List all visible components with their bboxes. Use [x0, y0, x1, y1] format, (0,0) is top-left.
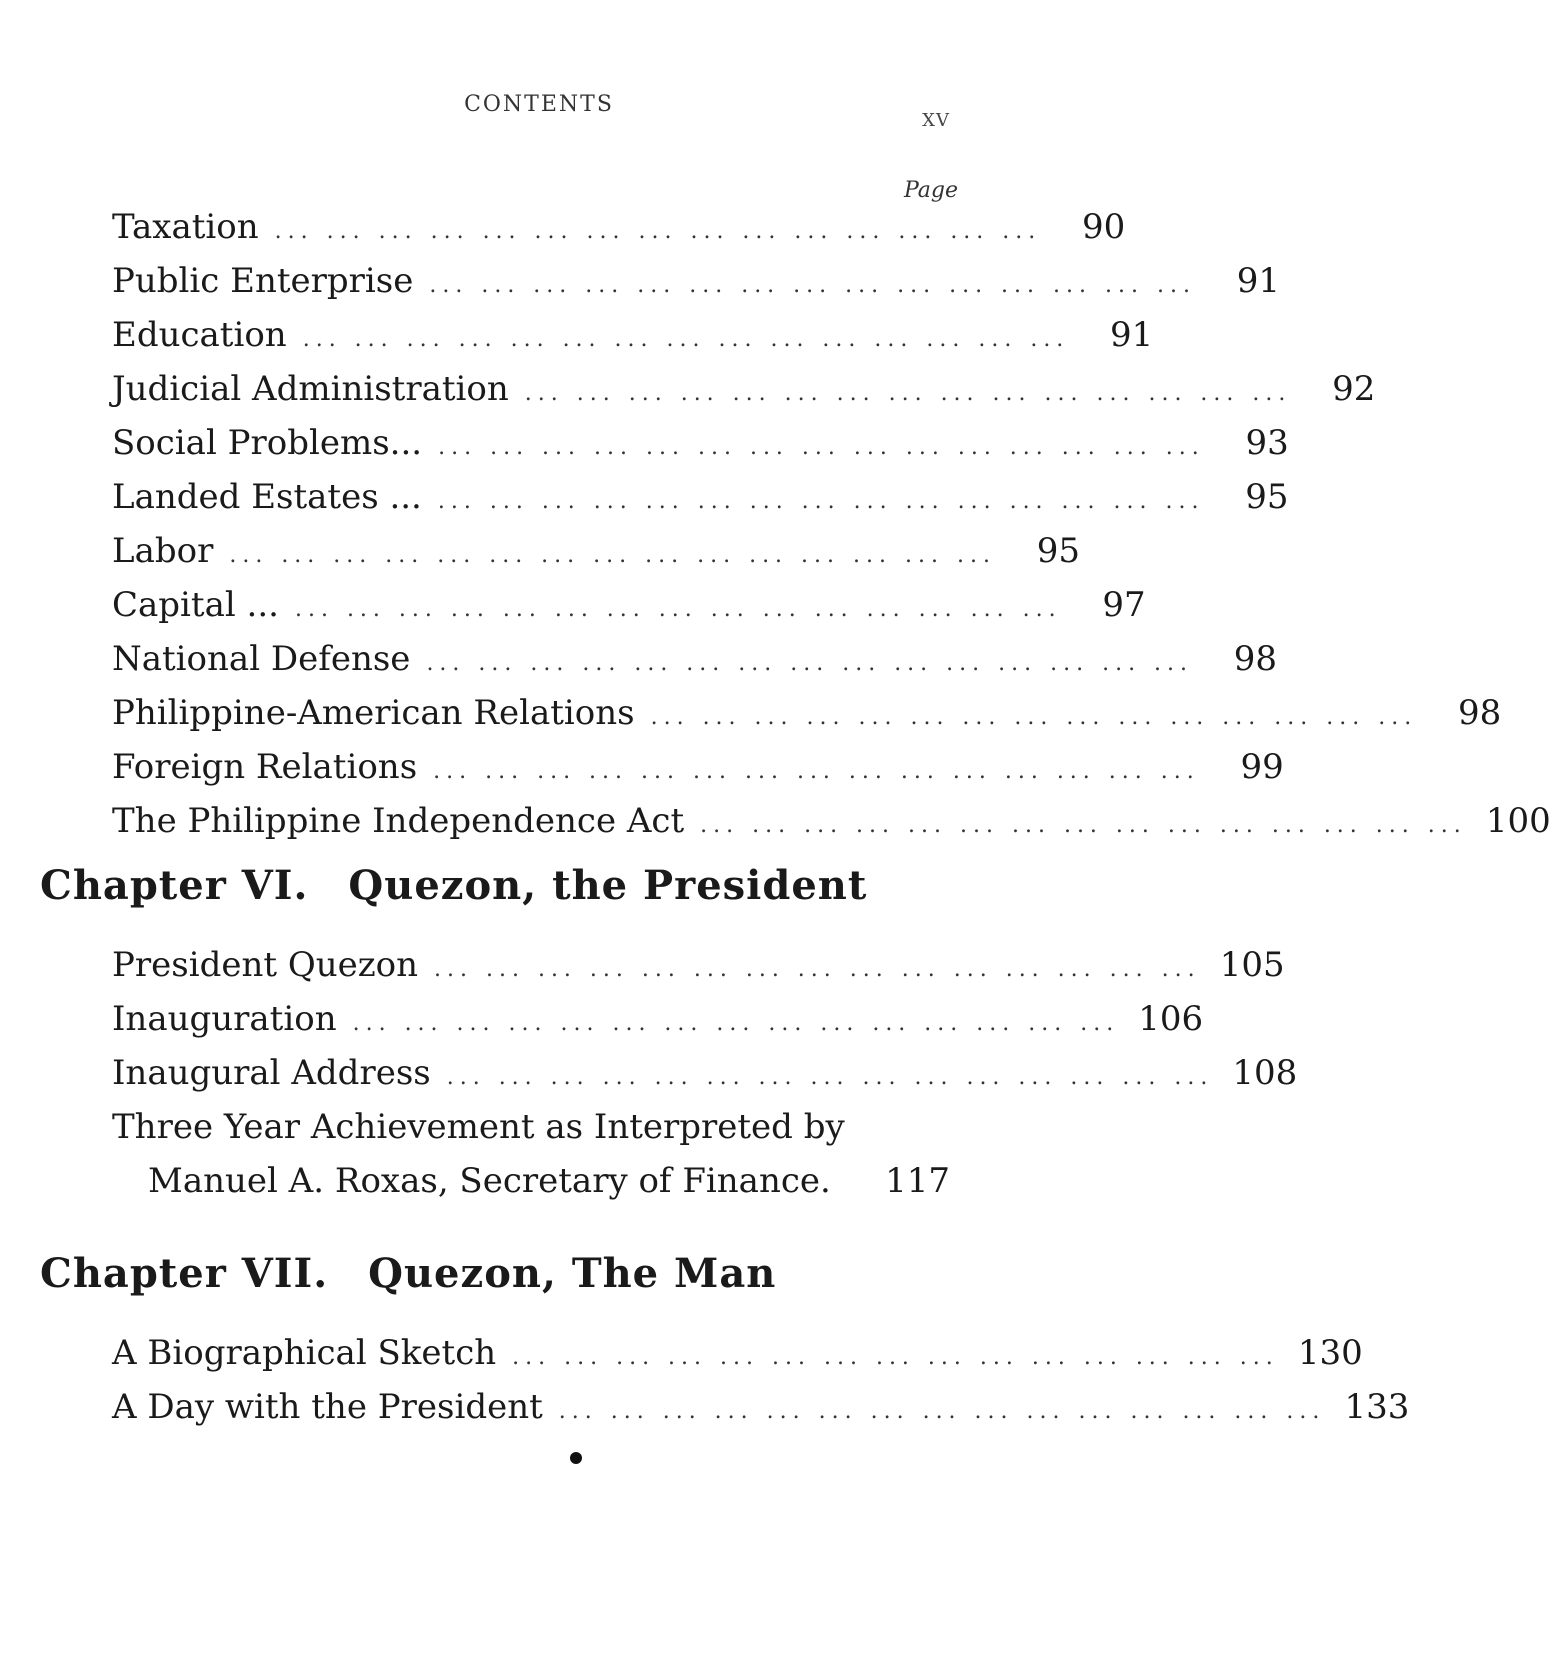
toc-entry-title: National Defense — [112, 639, 411, 679]
chapter-number: Chapter VII. — [40, 1250, 329, 1297]
decorative-dot — [570, 1452, 582, 1464]
toc-entry-title: Foreign Relations — [112, 747, 418, 787]
toc-entry-page: 90 — [1082, 207, 1126, 247]
toc-entry-title: Landed Estates ... — [112, 477, 422, 517]
toc-entry-title: Taxation — [112, 207, 259, 247]
dot-leader: ... ... ... ... ... ... ... ... ... ... ... ... ... ... ... — [434, 957, 1201, 982]
page-column-label: Page — [903, 178, 958, 203]
toc-entry-title: The Philippine Independence Act — [112, 801, 685, 841]
toc-entry-title: Inaugural Address — [112, 1053, 431, 1093]
toc-entry[interactable] — [112, 578, 1146, 632]
toc-entry[interactable] — [112, 938, 1285, 992]
toc-entry[interactable] — [112, 416, 1289, 470]
toc-entry-title-line2: Manuel A. Roxas, Secretary of Finance. — [148, 1161, 831, 1201]
dot-leader: ... ... ... ... ... ... ... ... ... ... ... ... ... ... ... — [274, 219, 1042, 244]
toc-entry-title: Public Enterprise — [112, 261, 414, 301]
toc-entry-page: 130 — [1297, 1333, 1363, 1373]
toc-entry-title: A Day with the President — [112, 1387, 543, 1427]
toc-entry-title-line1: Three Year Achievement as Interpreted by — [112, 1107, 845, 1147]
toc-entry-page: 97 — [1102, 585, 1146, 625]
dot-leader: ... ... ... ... ... ... ... ... ... ... ... ... ... ... ... — [352, 1011, 1120, 1036]
toc-entry-page: 99 — [1240, 747, 1284, 787]
toc-entry-page: 133 — [1344, 1387, 1410, 1427]
toc-entry-page: 100 — [1485, 801, 1551, 841]
running-head: CONTENTS — [464, 92, 614, 117]
chapter-heading — [40, 862, 867, 909]
toc-entry-page: 105 — [1219, 945, 1285, 985]
toc-section-chapter7 — [112, 1326, 1410, 1434]
toc-entry-page: 98 — [1457, 693, 1502, 733]
toc-section-top — [112, 200, 1551, 848]
dot-leader: ... ... ... ... ... ... ... ... ... ... ... ... ... ... ... — [512, 1345, 1279, 1370]
toc-entry-line2 — [112, 1154, 950, 1208]
chapter-title: Quezon, The Man — [368, 1250, 777, 1297]
toc-entry-page: 106 — [1138, 999, 1204, 1039]
dot-leader: ... ... ... ... ... ... ... ... ... ... ... ... ... ... ... — [446, 1065, 1214, 1090]
toc-entry[interactable] — [112, 470, 1289, 524]
toc-entry-page: 93 — [1245, 423, 1289, 463]
dot-leader: ... ... ... ... ... ... ... ... ... ... ... ... ... ... ... — [437, 489, 1205, 514]
toc-entry-title: A Biographical Sketch — [112, 1333, 497, 1373]
toc-entry-title: President Quezon — [112, 945, 418, 985]
dot-leader: ... ... ... ... ... ... ... ... ... ... ... ... ... ... ... — [294, 597, 1062, 622]
dot-leader: ... ... ... ... ... ... ... ... ... ... ... ... ... ... ... — [650, 705, 1418, 730]
toc-section-chapter6 — [112, 938, 1298, 1208]
toc-entry-title: Social Problems... — [112, 423, 423, 463]
toc-entry[interactable] — [112, 686, 1502, 740]
page-number: XV — [922, 110, 950, 131]
toc-entry[interactable] — [112, 524, 1080, 578]
toc-entry-title: Education — [112, 315, 287, 355]
toc-entry-title: Capital ... — [112, 585, 279, 625]
toc-entry[interactable] — [112, 992, 1204, 1046]
toc-entry[interactable] — [112, 740, 1284, 794]
toc-entry-title: Philippine-American Relations — [112, 693, 635, 733]
dot-leader: ... ... ... ... ... ... ... ... ... ... ... ... ... ... ... — [438, 435, 1205, 460]
toc-entry-title: Judicial Administration — [112, 369, 509, 409]
toc-entry-page: 91 — [1236, 261, 1280, 301]
toc-entry-title: Inauguration — [112, 999, 337, 1039]
toc-entry-page: 92 — [1332, 369, 1376, 409]
toc-entry[interactable] — [112, 632, 1278, 686]
chapter-title: Quezon, the President — [348, 862, 868, 909]
dot-leader: ... ... ... ... ... ... ... ... ... ... ... ... ... ... ... — [700, 813, 1467, 838]
dot-leader: ... ... ... ... ... ... ... ... ... ... ... ... ... ... ... — [426, 651, 1194, 676]
dot-leader: ... ... ... ... ... ... ... ... ... ... ... ... ... ... ... — [429, 273, 1196, 298]
chapter-number: Chapter VI. — [40, 862, 309, 909]
toc-entry-page: 95 — [1245, 477, 1289, 517]
toc-entry[interactable] — [112, 308, 1154, 362]
dot-leader: ... ... ... ... ... ... ... ... ... ... ... ... ... ... ... — [433, 759, 1200, 784]
toc-entry-page: 91 — [1110, 315, 1154, 355]
dot-leader: ... ... ... ... ... ... ... ... ... ... ... ... ... ... ... — [302, 327, 1070, 352]
toc-entry[interactable] — [112, 362, 1376, 416]
toc-entry[interactable] — [112, 794, 1551, 848]
toc-entry[interactable] — [112, 200, 1126, 254]
toc-entry[interactable] — [112, 1326, 1363, 1380]
toc-entry[interactable] — [112, 1380, 1410, 1434]
toc-entry-page: 117 — [885, 1161, 950, 1201]
toc-entry-page: 108 — [1232, 1053, 1298, 1093]
dot-leader: ... ... ... ... ... ... ... ... ... ... ... ... ... ... ... — [229, 543, 996, 568]
toc-entry-page: 95 — [1036, 531, 1080, 571]
toc-entry-multiline[interactable] — [112, 1100, 950, 1208]
chapter-heading — [40, 1250, 776, 1297]
toc-entry-title: Labor — [112, 531, 214, 571]
dot-leader: ... ... ... ... ... ... ... ... ... ... ... ... ... ... ... — [558, 1399, 1326, 1424]
toc-entry[interactable] — [112, 1046, 1298, 1100]
toc-entry-page: 98 — [1233, 639, 1278, 679]
dot-leader: ... ... ... ... ... ... ... ... ... ... ... ... ... ... ... — [524, 381, 1292, 406]
toc-entry[interactable] — [112, 254, 1280, 308]
